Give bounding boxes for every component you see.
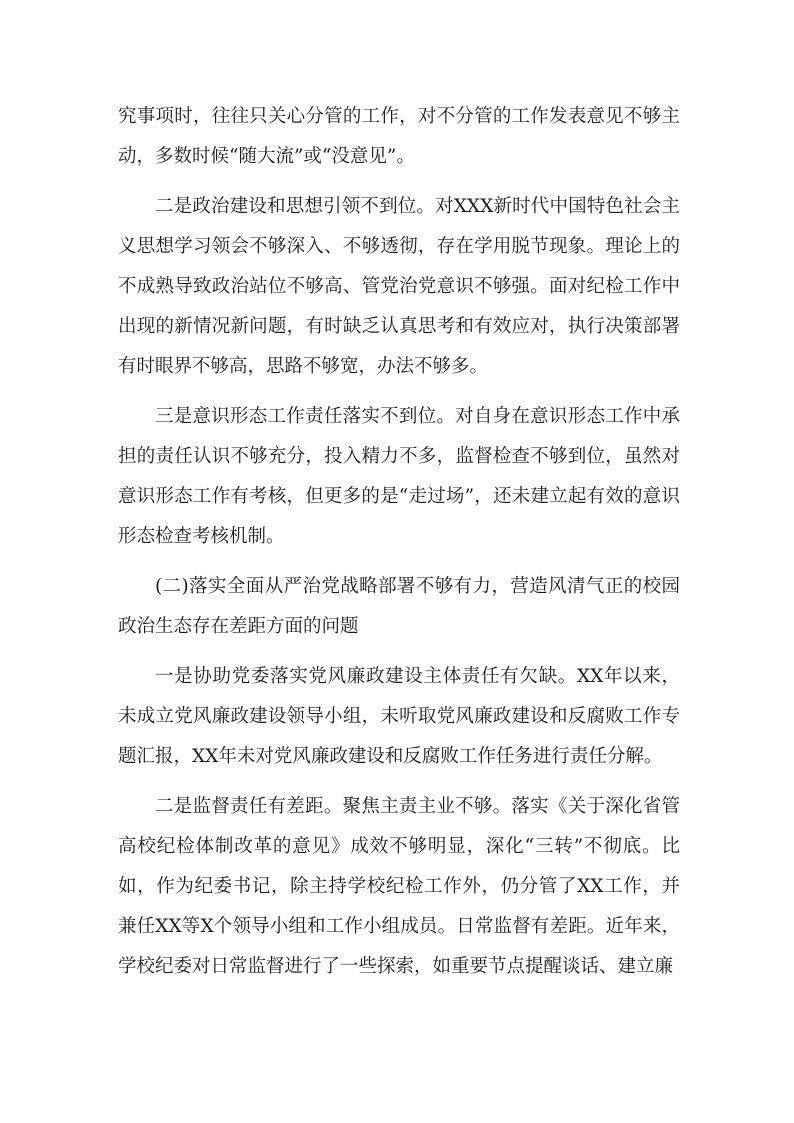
paragraph-party-conduct: 一是协助党委落实党风廉政建设主体责任有欠缺。XX年以来，未成立党风廉政建设领导小组，未听取党风廉政建设和反腐败工作专题汇报，XX年未对党风廉政建设和反腐败工作任务进行责任分解。 bbox=[118, 666, 680, 767]
paragraph-political-building: 二是政治建设和思想引领不到位。对XXX新时代中国特色社会主义思想学习领会不够深入、不够透彻，存在学用脱节现象。理论上的不成熟导致政治站位不够高、管党治党意识不够强。面对纪检工作中出现的新情况新问题，有时缺乏认真思考和有效应对，执行决策部署有时眼界不够高，思路不够宽，办法不够多。 bbox=[118, 196, 680, 377]
paragraph-supervision: 二是监督责任有差距。聚焦主责主业不够。落实《关于深化省管高校纪检体制改革的意见》成效不够明显，深化“三转”不彻底。比如，作为纪委书记，除主持学校纪检工作外，仍分管了XX工作，并兼任XX等X个领导小组和工作小组成员。日常监督有差距。近年来，学校纪委对日常监督进行了一些探索，如重要节点提醒谈话、建立廉 bbox=[118, 796, 680, 977]
paragraph-ideology-work: 三是意识形态工作责任落实不到位。对自身在意识形态工作中承担的责任认识不够充分，投入精力不多，监督检查不够到位，虽然对意识形态工作有考核，但更多的是“走过场”，还未建立起有效的意识形态检查考核机制。 bbox=[118, 406, 680, 547]
paragraph-continuation: 究事项时，往往只关心分管的工作，对不分管的工作发表意见不够主动，多数时候“随大流”或“没意见”。 bbox=[118, 106, 680, 167]
section-heading-two: (二)落实全面从严治党战略部署不够有力，营造风清气正的校园政治生态存在差距方面的问题 bbox=[118, 576, 680, 637]
document-body bbox=[118, 97, 680, 997]
